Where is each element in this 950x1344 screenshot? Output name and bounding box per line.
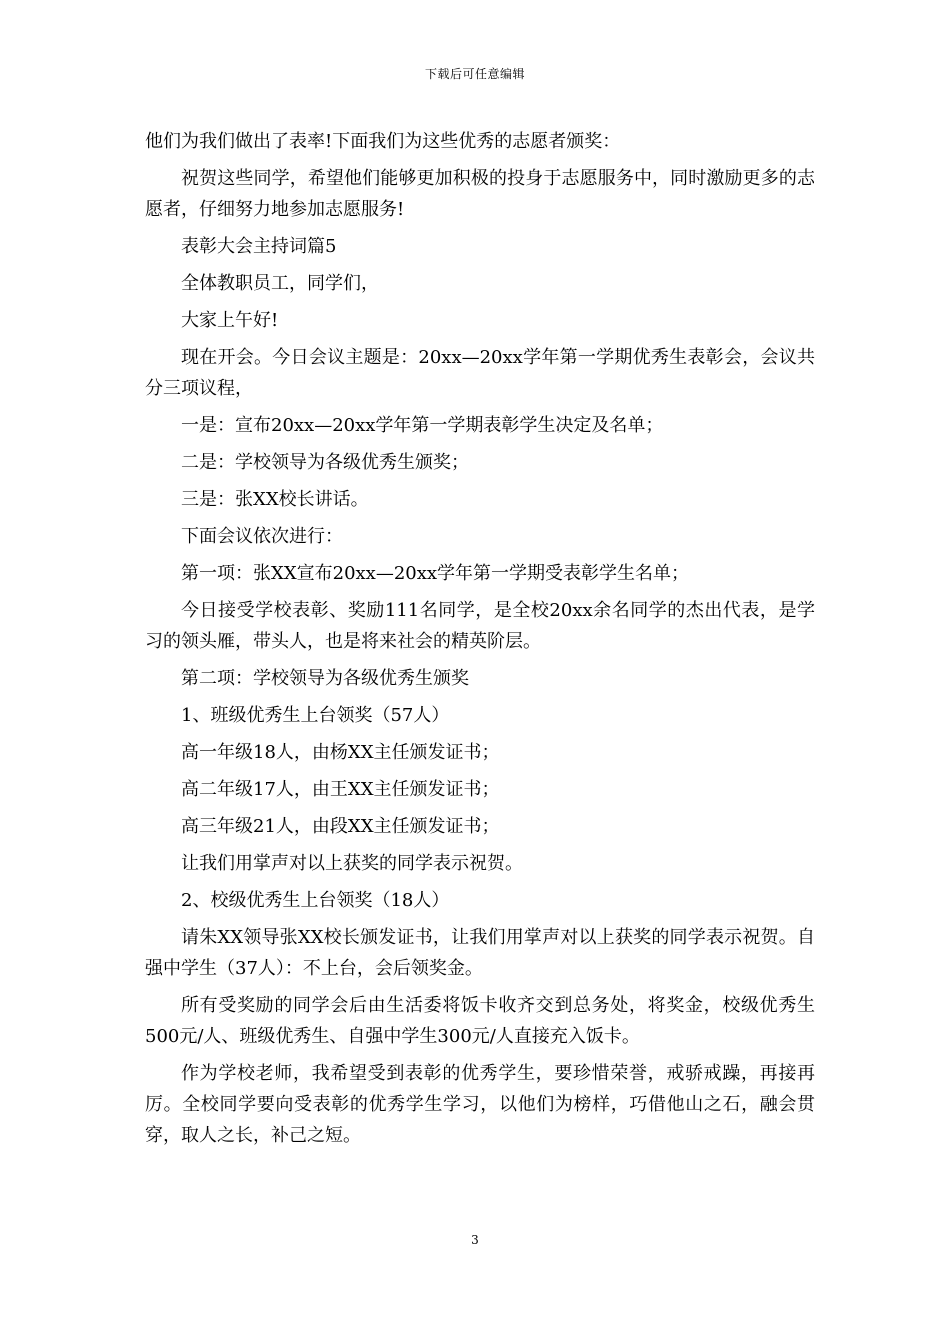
paragraph: 他们为我们做出了表率!下面我们为这些优秀的志愿者颁奖： (145, 131, 621, 152)
paragraph: 全体教职员工，同学们， (181, 273, 379, 294)
paragraph: 三是：张XX校长讲话。 (181, 489, 369, 510)
paragraph: 第二项：学校领导为各级优秀生颁奖 (181, 668, 469, 689)
paragraph: 现在开会。今日会议主题是：20xx—20xx学年第一学期优秀生表彰会，会议共分三项议程， (145, 347, 815, 399)
paragraph: 高一年级18人，由杨XX主任颁发证书； (181, 742, 500, 763)
paragraph: 让我们用掌声对以上获奖的同学表示祝贺。 (181, 853, 523, 874)
paragraph: 所有受奖励的同学会后由生活委将饭卡收齐交到总务处，将奖金，校级优秀生500元/人、班级优秀生、自强中学生300元/人直接充入饭卡。 (145, 995, 815, 1047)
paragraph: 第一项：张XX宣布20xx—20xx学年第一学期受表彰学生名单； (181, 563, 690, 584)
paragraph: 下面会议依次进行： (181, 526, 343, 547)
page-number: 3 (471, 1233, 479, 1247)
paragraph: 请朱XX领导张XX校长颁发证书，让我们用掌声对以上获奖的同学表示祝贺。自强中学生（37人）：不上台，会后领奖金。 (145, 927, 815, 979)
paragraph: 2、校级优秀生上台领奖（18人） (181, 890, 450, 911)
page-header: 下载后可任意编辑 (424, 67, 525, 81)
paragraph: 高二年级17人，由王XX主任颁发证书； (181, 779, 500, 800)
paragraph: 祝贺这些同学，希望他们能够更加积极的投身于志愿服务中，同时激励更多的志愿者，仔细努力地参加志愿服务! (145, 168, 815, 220)
paragraph: 二是：学校领导为各级优秀生颁奖； (181, 452, 469, 473)
paragraph: 1、班级优秀生上台领奖（57人） (181, 705, 450, 726)
paragraph: 今日接受学校表彰、奖励111名同学，是全校20xx余名同学的杰出代表，是学习的领头雁，带头人，也是将来社会的精英阶层。 (145, 600, 815, 652)
paragraph: 作为学校老师，我希望受到表彰的优秀学生，要珍惜荣誉，戒骄戒躁，再接再厉。全校同学要向受表彰的优秀学生学习，以他们为榜样，巧借他山之石，融会贯穿，取人之长，补己之短。 (145, 1063, 815, 1146)
document-body (145, 126, 815, 1157)
paragraph: 一是：宣布20xx—20xx学年第一学期表彰学生决定及名单； (181, 415, 664, 436)
paragraph: 大家上午好! (181, 310, 279, 331)
paragraph: 高三年级21人，由段XX主任颁发证书； (181, 816, 500, 837)
section-heading: 表彰大会主持词篇5 (181, 236, 337, 257)
